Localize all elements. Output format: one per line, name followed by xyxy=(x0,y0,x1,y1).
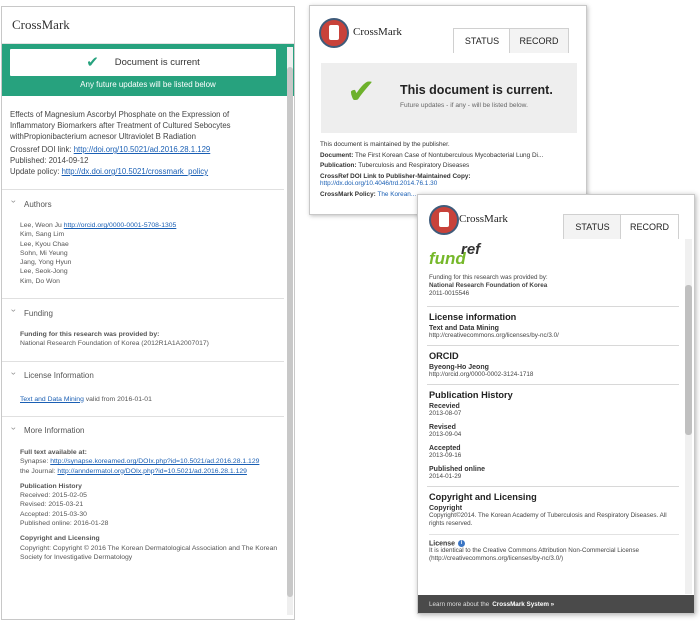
section-more-information[interactable] xyxy=(2,416,284,445)
license-body xyxy=(2,390,284,416)
tdm-link[interactable]: http://creativecommons.org/licenses/by-nc/3.0/ xyxy=(429,332,559,339)
section-license-information xyxy=(427,306,679,345)
history-list xyxy=(20,491,284,528)
funding-id: 2011-0015546 xyxy=(429,290,470,297)
section-license[interactable] xyxy=(2,361,284,390)
publication-row xyxy=(320,161,582,172)
footer-text: Learn more about the xyxy=(429,600,490,608)
doi-label: Crossref DOI link: xyxy=(10,145,72,154)
document-current-box xyxy=(321,63,577,133)
history-item: Revised: 2015-03-21 xyxy=(20,501,84,509)
license-label-row xyxy=(429,540,679,547)
license-text: It is identical to the Creative Commons Attribution Non-Commercial License (http://creativecommons.org/licenses/by-nc/3.0/) xyxy=(429,547,639,563)
history-item: Accepted: 2015-03-30 xyxy=(20,510,87,518)
section-funding[interactable] xyxy=(2,298,284,327)
panel-header xyxy=(2,7,294,44)
document-label: Document: xyxy=(320,151,354,159)
dialog-header xyxy=(418,195,694,239)
panel-body xyxy=(2,97,284,574)
status-banner xyxy=(2,44,294,96)
history-label: Published online xyxy=(429,466,486,473)
author-name: Lee, Kyou Chae xyxy=(20,240,69,248)
author-item xyxy=(20,258,284,267)
funding-label: Funding for this research was provided by: xyxy=(429,274,548,281)
copyright-label: Copyright xyxy=(429,505,463,512)
history-value: 2013-09-04 xyxy=(429,431,462,438)
funding-value: National Research Foundation of Korea (2012R1A1A2007017) xyxy=(20,340,209,348)
info-icon[interactable]: i xyxy=(458,540,465,547)
history-item: Published online: 2016-01-28 xyxy=(20,520,109,528)
section-title: License Information xyxy=(24,371,94,381)
current-title: This document is current. xyxy=(400,83,553,97)
dialog-footer xyxy=(418,595,694,613)
license-block xyxy=(429,534,679,563)
policy-label: CrossMark Policy: xyxy=(320,190,376,198)
doi-link[interactable]: http://dx.doi.org/10.4046/trd.2014.76.1.30 xyxy=(320,180,438,187)
document-value: The First Korean Case of Nontuberculous Mycobacterial Lung Di... xyxy=(355,151,544,159)
fundref-ref: ref xyxy=(461,241,481,258)
crossmark-logo-icon xyxy=(319,18,349,48)
synapse-row xyxy=(20,457,284,466)
section-title: More Information xyxy=(24,426,85,436)
section-heading: Publication History xyxy=(429,390,513,400)
article-info xyxy=(2,97,284,189)
author-name: Kim, Sang Lim xyxy=(20,231,65,239)
dialog-header xyxy=(310,6,586,56)
funding-block xyxy=(427,269,679,306)
section-heading: ORCID xyxy=(429,351,459,361)
published-date: Published: 2014-09-12 xyxy=(10,156,89,165)
author-item xyxy=(20,267,284,276)
history-value: 2014-01-29 xyxy=(429,473,462,480)
crossmark-status-dialog xyxy=(309,5,587,215)
funding-body xyxy=(2,327,284,361)
chevron-down-icon: › xyxy=(9,371,19,375)
section-heading: Copyright and Licensing xyxy=(429,492,537,502)
section-authors[interactable] xyxy=(2,189,284,218)
author-name: Jang, Yong Hyun xyxy=(20,259,72,267)
publication-label: Publication: xyxy=(320,162,357,169)
doi-label: CrossRef DOI Link to Publisher-Maintained Copy: xyxy=(320,172,471,180)
synapse-label: Synapse: xyxy=(20,458,49,466)
maintained-text: This document is maintained by the publisher. xyxy=(320,141,450,148)
record-body xyxy=(427,239,679,568)
history-label: Recevied xyxy=(429,403,460,410)
section-heading: License information xyxy=(429,312,517,322)
document-current-box xyxy=(10,49,276,76)
brand-title: CrossMark xyxy=(12,17,70,32)
check-icon: ✔ xyxy=(347,73,376,111)
orcid-name: Byeong-Ho Jeong xyxy=(429,364,489,371)
author-item xyxy=(20,221,284,230)
synapse-link[interactable]: http://synapse.koreamed.org/DOIx.php?id=10.5021/ad.2016.28.1.129 xyxy=(50,458,260,466)
fundref-fund: fund xyxy=(429,249,466,268)
history-value: 2013-08-07 xyxy=(429,410,462,417)
doi-row xyxy=(10,144,276,155)
funding-label: Funding for this research was provided by: xyxy=(20,331,160,339)
document-row xyxy=(320,151,582,162)
crossmark-system-link[interactable]: CrossMark System » xyxy=(492,600,555,608)
author-item xyxy=(20,277,284,286)
history-list xyxy=(429,403,679,481)
update-policy-link[interactable]: http://dx.doi.org/10.5021/crossmark_policy xyxy=(61,167,209,176)
update-policy-label: Update policy: xyxy=(10,167,60,176)
crossmark-panel-left xyxy=(1,6,295,620)
journal-link[interactable]: http://anndermatol.org/DOIx.php?id=10.5021/ad.2016.28.1.129 xyxy=(57,467,247,475)
author-name: Lee, Weon Ju xyxy=(20,222,62,229)
history-label: Accepted xyxy=(429,445,461,452)
current-subtitle: Future updates - if any - will be listed below. xyxy=(400,102,528,109)
chevron-down-icon: › xyxy=(9,426,19,430)
copyright-text: Copyright: Copyright © 2016 The Korean Dermatological Association and The Korean Society for Investigative Dermatology xyxy=(20,544,278,561)
check-icon: ✔ xyxy=(86,54,99,71)
scrollbar-thumb[interactable] xyxy=(685,285,692,435)
publication-value: Tuberculosis and Respiratory Diseases xyxy=(358,162,470,169)
orcid-link[interactable]: http://orcid.org/0000-0002-3124-1718 xyxy=(429,371,534,378)
author-name: Lee, Seok-Jong xyxy=(20,268,68,276)
tab-status[interactable]: STATUS xyxy=(453,28,511,53)
author-name: Kim, Do Won xyxy=(20,277,60,285)
history-label: Revised xyxy=(429,424,456,431)
tab-status[interactable]: STATUS xyxy=(563,214,622,239)
journal-label: the Journal: xyxy=(20,467,56,475)
section-title: Authors xyxy=(24,199,52,209)
history-item: Received: 2015-02-05 xyxy=(20,492,87,500)
section-orcid xyxy=(427,345,679,384)
tdm-label: Text and Data Mining xyxy=(429,325,499,332)
history-value: 2013-09-16 xyxy=(429,452,462,459)
update-policy-row xyxy=(10,166,276,177)
author-item xyxy=(20,230,284,239)
author-name: Sohn, Mi Yeung xyxy=(20,249,68,257)
fulltext-label: Full text available at: xyxy=(20,448,87,456)
scrollbar-thumb[interactable] xyxy=(287,67,293,597)
article-title: Effects of Magnesium Ascorbyl Phosphate on the Expression of Inflammatory Biomarkers after Treatment of Cultured Sebocytes withPropionibacterium acnesor Ultraviolet B Radiation xyxy=(10,110,231,141)
updates-note: Any future updates will be listed below xyxy=(80,80,216,89)
authors-list xyxy=(2,218,284,298)
crossmark-record-dialog xyxy=(417,194,695,614)
funding-org: National Research Foundation of Korea xyxy=(429,282,548,289)
author-item xyxy=(20,249,284,258)
doi-link[interactable]: http://doi.org/10.5021/ad.2016.28.1.129 xyxy=(73,145,211,154)
tab-record[interactable]: RECORD xyxy=(620,214,679,239)
copyright-text: Copyright©2014. The Korean Academy of Tuberculosis and Respiratory Diseases. All rights reserved. xyxy=(429,512,667,527)
copyright-label: Copyright and Licensing xyxy=(20,535,100,543)
author-item xyxy=(20,240,284,249)
crossmark-logo-icon xyxy=(429,205,459,235)
license-valid: valid from 2016-01-01 xyxy=(85,395,152,403)
license-label: License xyxy=(429,540,456,548)
chevron-down-icon: › xyxy=(9,200,19,203)
license-link[interactable]: Text and Data Mining xyxy=(20,395,84,403)
document-info xyxy=(320,140,582,200)
more-info-body xyxy=(2,445,284,574)
orcid-link[interactable]: http://orcid.org/0000-0001-5708-1305 xyxy=(63,222,177,229)
section-publication-history xyxy=(427,384,679,486)
section-copyright xyxy=(427,486,679,568)
brand-title: CrossMark xyxy=(459,213,508,225)
history-label: Publication History xyxy=(20,482,82,490)
section-title: Funding xyxy=(24,308,53,318)
brand-title: CrossMark xyxy=(353,26,402,38)
current-text: Document is current xyxy=(114,57,200,68)
tab-record[interactable]: RECORD xyxy=(509,28,569,53)
chevron-down-icon: › xyxy=(9,309,19,313)
journal-row xyxy=(20,467,284,476)
policy-value[interactable]: The Korean... xyxy=(377,190,417,198)
fundref-logo xyxy=(427,241,679,269)
